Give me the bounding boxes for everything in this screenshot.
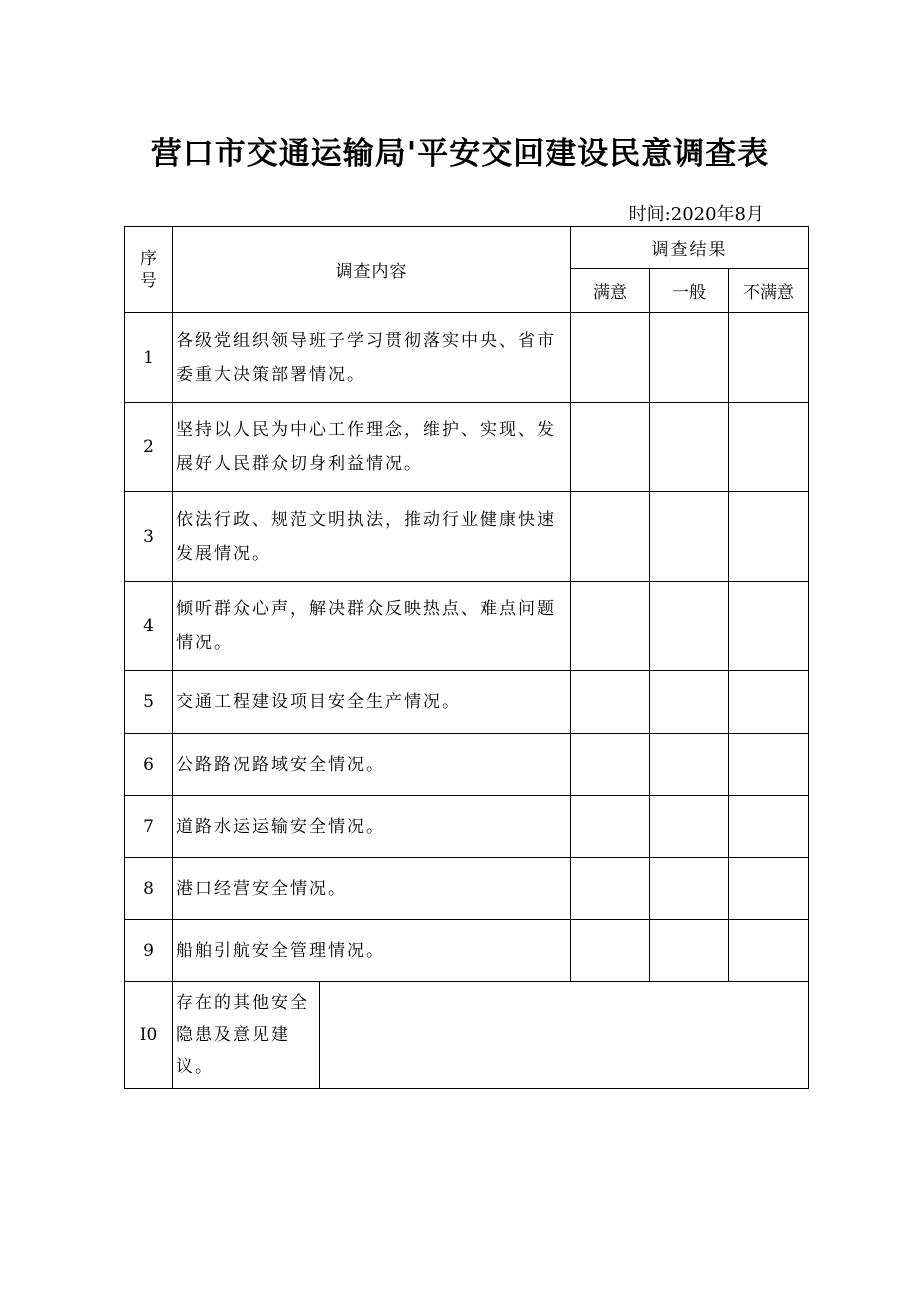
cell-neutral[interactable] <box>650 403 729 492</box>
row-number: 7 <box>125 796 173 858</box>
row-content: 船舶引航安全管理情况。 <box>173 920 571 982</box>
cell-neutral[interactable] <box>650 796 729 858</box>
row-number: 4 <box>125 582 173 671</box>
row-content: 道路水运运输安全情况。 <box>173 796 571 858</box>
header-no-label: 序号 <box>140 248 157 291</box>
row-content: 坚持以人民为中心工作理念，维护、实现、发展好人民群众切身利益情况。 <box>173 403 571 492</box>
survey-table <box>124 226 809 1089</box>
row-content: 倾听群众心声，解决群众反映热点、难点问题情况。 <box>173 582 571 671</box>
row-content: 各级党组织领导班子学习贯彻落实中央、省市委重大决策部署情况。 <box>173 313 571 403</box>
table-row <box>125 858 809 920</box>
cell-satisfied[interactable] <box>571 920 650 982</box>
cell-unsatisfied[interactable] <box>729 582 809 671</box>
cell-neutral[interactable] <box>650 858 729 920</box>
table-row <box>125 734 809 796</box>
cell-neutral[interactable] <box>650 492 729 582</box>
cell-satisfied[interactable] <box>571 858 650 920</box>
table-row <box>125 920 809 982</box>
cell-satisfied[interactable] <box>571 734 650 796</box>
cell-satisfied[interactable] <box>571 492 650 582</box>
row-number: 6 <box>125 734 173 796</box>
cell-neutral[interactable] <box>650 920 729 982</box>
cell-satisfied[interactable] <box>571 313 650 403</box>
table-row <box>125 982 809 1089</box>
row-content: 公路路况路域安全情况。 <box>173 734 571 796</box>
row-content: 港口经营安全情况。 <box>173 858 571 920</box>
row-number: 5 <box>125 671 173 734</box>
cell-neutral[interactable] <box>650 582 729 671</box>
row-number: 9 <box>125 920 173 982</box>
cell-neutral[interactable] <box>650 671 729 734</box>
cell-satisfied[interactable] <box>571 582 650 671</box>
row-number: I0 <box>125 982 173 1089</box>
row-number: 3 <box>125 492 173 582</box>
row-number: 8 <box>125 858 173 920</box>
table-row <box>125 796 809 858</box>
row-content: 交通工程建设项目安全生产情况。 <box>173 671 571 734</box>
cell-unsatisfied[interactable] <box>729 858 809 920</box>
table-row <box>125 582 809 671</box>
survey-date: 时间:2020年8月 <box>628 204 764 225</box>
table-row <box>125 313 809 403</box>
cell-unsatisfied[interactable] <box>729 492 809 582</box>
table-row <box>125 403 809 492</box>
cell-unsatisfied[interactable] <box>729 403 809 492</box>
cell-unsatisfied[interactable] <box>729 796 809 858</box>
cell-satisfied[interactable] <box>571 403 650 492</box>
cell-satisfied[interactable] <box>571 796 650 858</box>
cell-unsatisfied[interactable] <box>729 734 809 796</box>
cell-unsatisfied[interactable] <box>729 671 809 734</box>
cell-neutral[interactable] <box>650 734 729 796</box>
cell-satisfied[interactable] <box>571 671 650 734</box>
other-issues-label: 存在的其他安全隐患及意见建议。 <box>173 982 320 1089</box>
cell-neutral[interactable] <box>650 313 729 403</box>
row-content: 依法行政、规范文明执法，推动行业健康快速发展情况。 <box>173 492 571 582</box>
row-number: 2 <box>125 403 173 492</box>
cell-unsatisfied[interactable] <box>729 313 809 403</box>
other-issues-input[interactable] <box>320 982 809 1089</box>
header-satisfied: 满意 <box>571 269 650 313</box>
header-content: 调查内容 <box>173 227 571 313</box>
row-number: 1 <box>125 313 173 403</box>
table-row <box>125 492 809 582</box>
header-neutral: 一般 <box>650 269 729 313</box>
header-unsatisfied: 不满意 <box>729 269 809 313</box>
page-title: 营口市交通运输局'平安交回建设民意调查表 <box>150 136 770 172</box>
header-no <box>125 227 173 313</box>
header-result: 调查结果 <box>571 227 809 269</box>
cell-unsatisfied[interactable] <box>729 920 809 982</box>
table-row <box>125 671 809 734</box>
